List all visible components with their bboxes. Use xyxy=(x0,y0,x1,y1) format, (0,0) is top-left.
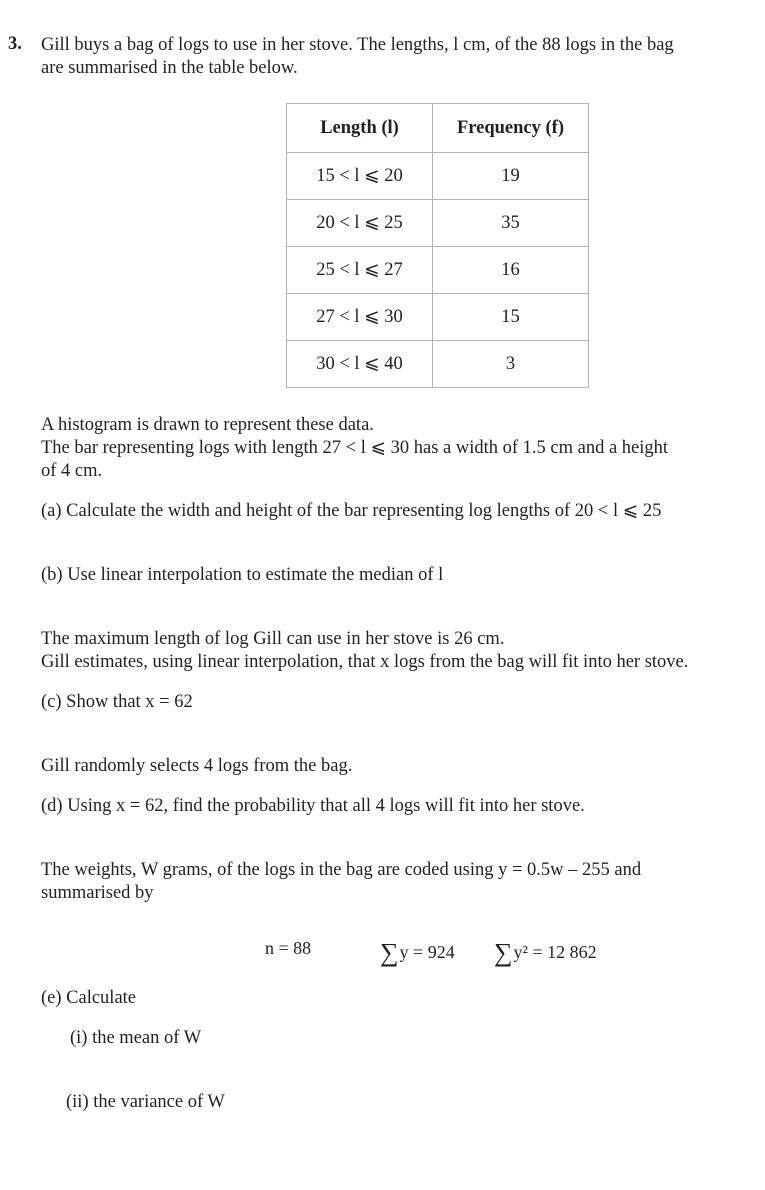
histogram-text-line-1: A histogram is drawn to represent these data. xyxy=(41,415,374,435)
header-length: Length (l) xyxy=(287,104,433,153)
table-row xyxy=(287,247,589,294)
sigma-symbol: ∑ xyxy=(494,938,513,967)
table-row xyxy=(287,153,589,200)
part-e-ii: (ii) the variance of W xyxy=(66,1092,225,1112)
histogram-text-line-3: of 4 cm. xyxy=(41,461,103,481)
length-cell: 15 < l ⩽ 20 xyxy=(287,153,433,200)
length-cell: 30 < l ⩽ 40 xyxy=(287,341,433,388)
part-b: (b) Use linear interpolation to estimate the median of l xyxy=(41,565,444,585)
part-c: (c) Show that x = 62 xyxy=(41,692,193,712)
question-number: 3. xyxy=(8,34,22,54)
length-cell: 27 < l ⩽ 30 xyxy=(287,294,433,341)
question-intro-line-2: are summarised in the table below. xyxy=(41,58,298,78)
table-row xyxy=(287,341,589,388)
length-cell: 25 < l ⩽ 27 xyxy=(287,247,433,294)
table-row xyxy=(287,200,589,247)
length-cell: 20 < l ⩽ 25 xyxy=(287,200,433,247)
frequency-cell: 16 xyxy=(433,247,589,294)
stove-text-line-1: The maximum length of log Gill can use in her stove is 26 cm. xyxy=(41,629,505,649)
summary-sum-y2 xyxy=(494,938,597,968)
table-row xyxy=(287,294,589,341)
table-header-row xyxy=(287,104,589,153)
sum-y-value: y = 924 xyxy=(399,942,455,962)
part-e: (e) Calculate xyxy=(41,988,137,1008)
histogram-text-line-2: The bar representing logs with length 27 < l ⩽ 30 has a width of 1.5 cm and a height xyxy=(41,438,669,458)
summary-n: n = 88 xyxy=(265,938,312,958)
part-e-i: (i) the mean of W xyxy=(70,1028,202,1048)
frequency-table xyxy=(286,103,589,388)
summary-sum-y xyxy=(380,938,455,968)
sigma-symbol: ∑ xyxy=(380,938,399,967)
weights-text-line-1: The weights, W grams, of the logs in the bag are coded using y = 0.5w – 255 and xyxy=(41,860,642,880)
frequency-cell: 19 xyxy=(433,153,589,200)
sum-y2-value: y² = 12 862 xyxy=(513,942,597,962)
part-a: (a) Calculate the width and height of the bar representing log lengths of 20 < l ⩽ 25 xyxy=(41,501,662,521)
question-intro-line-1: Gill buys a bag of logs to use in her stove. The lengths, l cm, of the 88 logs in the bag xyxy=(41,35,674,55)
frequency-cell: 15 xyxy=(433,294,589,341)
frequency-cell: 35 xyxy=(433,200,589,247)
stove-text-line-2: Gill estimates, using linear interpolation, that x logs from the bag will fit into her stove. xyxy=(41,652,689,672)
part-d: (d) Using x = 62, find the probability that all 4 logs will fit into her stove. xyxy=(41,796,585,816)
weights-text-line-2: summarised by xyxy=(41,883,154,903)
frequency-cell: 3 xyxy=(433,341,589,388)
header-frequency: Frequency (f) xyxy=(433,104,589,153)
random-selection-text: Gill randomly selects 4 logs from the bag. xyxy=(41,756,353,776)
